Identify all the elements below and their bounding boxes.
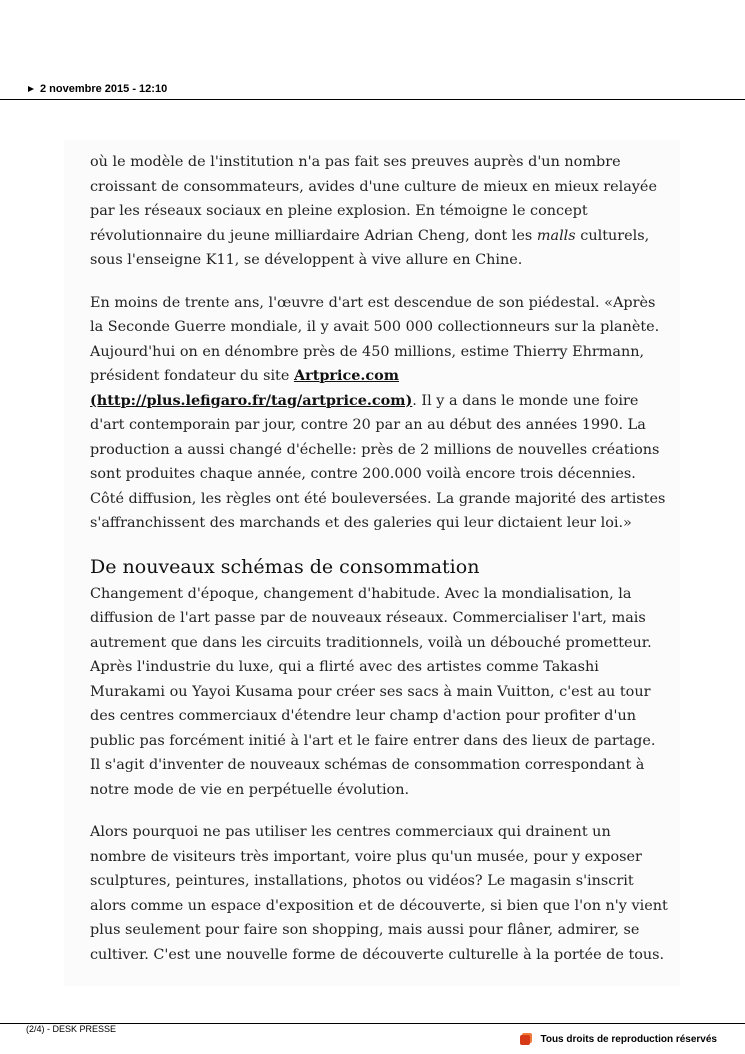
date-text: 2 novembre 2015 - 12:10 bbox=[40, 83, 168, 95]
footer-rights bbox=[520, 1034, 717, 1045]
p1-text: où le modèle de l'institution n'a pas fait ses preuves auprès d'un nombre croissant de consommateurs, avides d'une culture de mieux en mieux relayée par les réseaux sociaux en pleine explosion. En témoigne le concept révolutionnaire du jeune milliardaire Adrian Cheng, dont les bbox=[90, 154, 657, 244]
top-divider bbox=[0, 99, 745, 100]
paragraph-2 bbox=[90, 291, 670, 536]
paragraph-1 bbox=[90, 150, 670, 273]
artprice-link[interactable]: Artprice.com (http://plus.lefigaro.fr/tag/artprice.com) bbox=[90, 367, 413, 409]
header-date bbox=[28, 83, 167, 95]
p2-text: En moins de trente ans, l'œuvre d'art est descendue de son piédestal. «Après la Seconde Guerre mondiale, il y avait 500 000 collectionneurs sur la planète. Aujourd'hui on en dénombre près de 450 millions, estime Thierry Ehrmann, président fondateur du site bbox=[90, 294, 660, 384]
p1-end-text: culturels, sous l'enseigne K11, se développent à vive allure en Chine. bbox=[90, 227, 650, 268]
p1-emphasis: malls bbox=[536, 227, 576, 244]
cube-icon bbox=[520, 1035, 530, 1045]
article-body bbox=[90, 150, 670, 985]
triangle-icon bbox=[28, 86, 34, 92]
paragraph-4: Alors pourquoi ne pas utiliser les centres commerciaux qui drainent un nombre de visiteurs très important, voire plus qu'un musée, pour y exposer sculptures, peintures, installations, photos ou vidéos? Le magasin s'inscrit alors comme un espace d'exposition et de découverte, si bien que l'on n'y vient plus seulement pour faire son shopping, mais aussi pour flâner, admirer, se cultiver. C'est une nouvelle forme de découverte culturelle à la portée de tous. bbox=[90, 824, 668, 963]
paragraph-3: Changement d'époque, changement d'habitude. Avec la mondialisation, la diffusion de l'art passe par de nouveaux réseaux. Commercialiser l'art, mais autrement que dans les circuits traditionnels, voilà un débouché prometteur. Après l'industrie du luxe, qui a flirté avec des artistes comme Takashi Murakami ou Yayoi Kusama pour créer ses sacs à main Vuitton, c'est au tour des centres commerciaux d'étendre leur champ d'action pour profiter d'un public pas forcément initié à l'art et le faire entrer dans des lieux de partage. Il s'agit d'inventer de nouveaux schémas de consommation correspondant à notre mode de vie en perpétuelle évolution. bbox=[90, 585, 656, 798]
section-heading: De nouveaux schémas de consommation bbox=[90, 555, 480, 578]
footer-page-label: (2/4) - DESK PRESSE bbox=[26, 1024, 117, 1034]
p2-end-text: . Il y a dans le monde une foire d'art contemporain par jour, contre 20 par an au début des années 1990. La production a aussi changé d'échelle: près de 2 millions de nouvelles créations sont produites chaque année, contre 200.000 voilà encore trois décennies. Côté diffusion, les règles ont été bouleversées. La grande majorité des artistes s'affranchissent des marchands et des galeries qui leur dictaient leur loi.» bbox=[90, 392, 666, 531]
rights-text: Tous droits de reproduction réservés bbox=[540, 1034, 717, 1045]
